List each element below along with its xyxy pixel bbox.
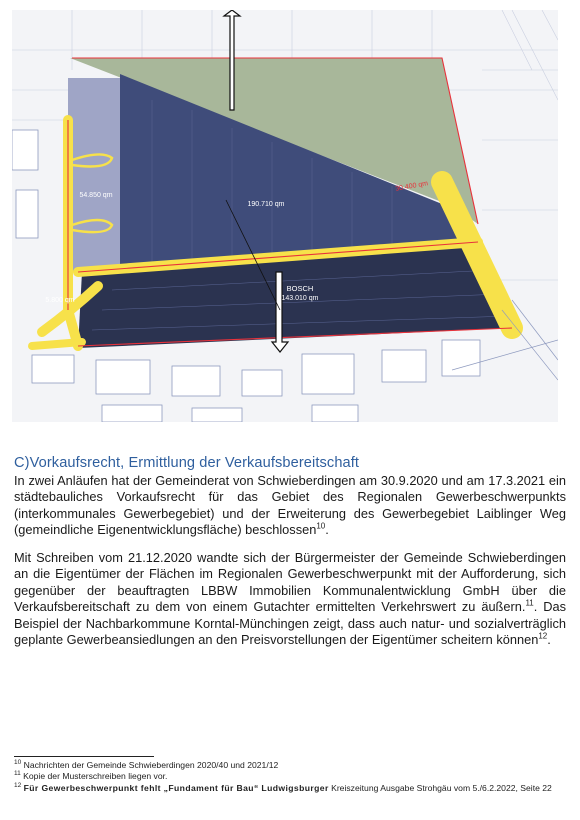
footnote-bold-title: Für Gewerbeschwerpunkt fehlt „Fundament für Bau“ Ludwigsburger bbox=[23, 782, 329, 793]
left-plot-area-label: 54.850 qm bbox=[79, 192, 113, 199]
footnote-number: 12 bbox=[14, 781, 22, 789]
footnote-ref: 10 bbox=[316, 521, 326, 531]
footnote-12 bbox=[14, 783, 566, 794]
left-plot bbox=[68, 78, 120, 272]
site-plan-map bbox=[12, 10, 558, 422]
paragraph-vorkaufsrecht bbox=[14, 473, 566, 539]
footnote-10 bbox=[14, 760, 566, 771]
paragraph-text: Mit Schreiben vom 21.12.2020 wandte sich der Bürgermeister der Gemeinde Schwieberdingen an die Eigentümer der Flächen im Regionalen Gewerbeschwerpunkt mit der Aufforderung, sich gegenüber der beauftragten LBBW Immobilien Kommunalentwicklung GmbH über die Verkaufsbereitschaft zu dem von einem Gutachter ermittelten Verkehrswert zu äußern. bbox=[14, 550, 566, 615]
center-plot-area-label: 190.710 qm bbox=[247, 201, 285, 208]
small-plot-area-label: 5.800 qm bbox=[45, 297, 75, 304]
footnote-number: 11 bbox=[14, 770, 21, 778]
footnote-text: Nachrichten der Gemeinde Schwieberdingen 2020/40 und 2021/12 bbox=[23, 760, 279, 770]
strip-area-label: 30.400 qm bbox=[394, 180, 429, 193]
footnote-11 bbox=[14, 771, 566, 782]
paragraph-text: In zwei Anläufen hat der Gemeinderat von Schwieberdingen am 30.9.2020 und am 17.3.2021 ein städtebauliches Vorkaufsrecht für das Gebiet des Regionalen Gewerbeschwerpunkts (interkommunales Gewerbegebiet) und der Erweiterung des Gewerbegebiet Laiblinger Weg (gemeindliche Eigenentwicklungsfläche) beschlossen bbox=[14, 473, 566, 538]
paragraph-end: . bbox=[547, 632, 551, 648]
paragraph-text: . Das Beispiel der Nachbarkommune Korntal-Münchingen zeigt, dass auch natur- und sozialverträglich geplante Gewerbeansiedlungen an den Preisvorstellungen der Eigentümer scheitern können bbox=[14, 599, 566, 648]
footnote-ref: 12 bbox=[538, 631, 548, 641]
footnote-ref: 11 bbox=[525, 598, 534, 608]
footnote-divider bbox=[14, 756, 154, 757]
footnote-number: 10 bbox=[14, 759, 22, 767]
bosch-area-label: 143.010 qm bbox=[281, 295, 319, 302]
paragraph-verkaufsbereitschaft bbox=[14, 550, 566, 648]
section-heading: C)Vorkaufsrecht, Ermittlung der Verkaufsbereitschaft bbox=[14, 455, 360, 471]
bosch-name-label: BOSCH bbox=[286, 284, 314, 293]
site-plan-svg bbox=[12, 10, 558, 422]
footnotes bbox=[14, 760, 566, 794]
footnote-text: Kreiszeitung Ausgabe Strohgäu vom 5./6.2.2022, Seite 22 bbox=[328, 782, 552, 793]
footnote-text: Kopie der Musterschreiben liegen vor. bbox=[23, 771, 168, 782]
paragraph-end: . bbox=[325, 522, 329, 538]
